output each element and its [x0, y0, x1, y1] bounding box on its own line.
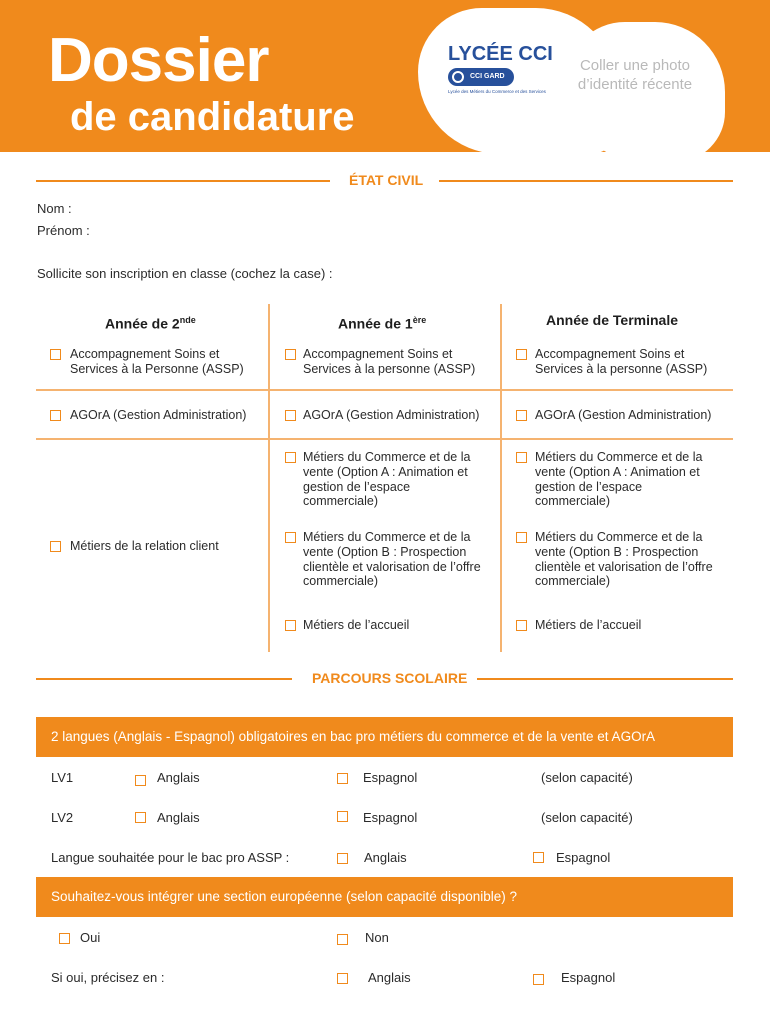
assp-anglais-label: Anglais	[364, 850, 407, 865]
checkbox-2nde-relation-client[interactable]	[50, 541, 61, 552]
checkbox-lv1-espagnol[interactable]	[337, 773, 348, 784]
checkbox-term-assp[interactable]	[516, 349, 527, 360]
table-column-divider	[500, 304, 502, 652]
table-row-divider	[36, 389, 733, 391]
lv2-label: LV2	[51, 810, 74, 825]
checkbox-1ere-commerce-b[interactable]	[285, 532, 296, 543]
column-head-premiere	[338, 311, 426, 333]
section-divider-right	[477, 678, 733, 680]
school-logo-tagline: Lycée des Métiers du Commerce et des Services	[448, 89, 546, 94]
checkbox-2nde-assp[interactable]	[50, 349, 61, 360]
checkbox-2nde-agora[interactable]	[50, 410, 61, 421]
non-label: Non	[365, 930, 389, 945]
checkbox-assp-espagnol[interactable]	[533, 852, 544, 863]
oui-label: Oui	[80, 930, 101, 945]
prenom-field-label[interactable]: Prénom :	[37, 223, 90, 238]
section-title-parcours: PARCOURS SCOLAIRE	[312, 670, 468, 686]
lv1-label: LV1	[51, 770, 74, 785]
document-title-line1: Dossier	[48, 26, 269, 95]
checkbox-1ere-assp[interactable]	[285, 349, 296, 360]
checkbox-term-agora[interactable]	[516, 410, 527, 421]
option-1ere-commerce-b: Métiers du Commerce et de la vente (Option B : Prospection clientèle et valorisation de l’offre commerciale)	[303, 530, 481, 589]
option-term-accueil: Métiers de l’accueil	[535, 618, 642, 632]
section-divider-right	[439, 180, 733, 182]
checkbox-lv2-espagnol[interactable]	[337, 811, 348, 822]
section-divider-left	[36, 180, 330, 182]
header-banner	[0, 0, 770, 152]
column-head-text: Année de 2	[105, 315, 180, 332]
assp-language-label: Langue souhaitée pour le bac pro ASSP :	[51, 850, 290, 865]
option-term-assp: Accompagnement Soins et Services à la personne (ASSP)	[535, 347, 708, 376]
checkbox-term-accueil[interactable]	[516, 620, 527, 631]
european-anglais-label: Anglais	[368, 970, 411, 985]
lv2-anglais-label: Anglais	[157, 810, 200, 825]
option-term-commerce-a: Métiers du Commerce et de la vente (Option A : Animation et gestion de l’espace commerciale)	[535, 450, 703, 509]
option-2nde-relation-client: Métiers de la relation client	[70, 539, 219, 553]
checkbox-term-commerce-b[interactable]	[516, 532, 527, 543]
checkbox-1ere-commerce-a[interactable]	[285, 452, 296, 463]
option-1ere-agora: AGOrA (Gestion Administration)	[303, 408, 480, 422]
si-oui-label: Si oui, précisez en :	[51, 970, 165, 985]
lv2-capacity-note: (selon capacité)	[541, 810, 633, 825]
column-head-seconde	[105, 311, 196, 333]
section-title-etat-civil: ÉTAT CIVIL	[349, 172, 424, 188]
cci-logo-icon	[452, 71, 464, 83]
option-1ere-commerce-a: Métiers du Commerce et de la vente (Option A : Animation et gestion de l’espace commerciale)	[303, 450, 471, 509]
european-section-banner: Souhaitez-vous intégrer une section européenne (selon capacité disponible) ?	[36, 877, 733, 917]
lv1-capacity-note: (selon capacité)	[541, 770, 633, 785]
checkbox-lv1-anglais[interactable]	[135, 775, 146, 786]
photo-instruction: Coller une photo d’identité récente	[577, 57, 693, 93]
checkbox-european-non[interactable]	[337, 934, 348, 945]
checkbox-term-commerce-a[interactable]	[516, 452, 527, 463]
option-2nde-assp: Accompagnement Soins et Services à la Personne (ASSP)	[70, 347, 244, 376]
logo-badge-text: CCI GARD	[470, 73, 505, 80]
lv2-espagnol-label: Espagnol	[363, 810, 418, 825]
checkbox-lv2-anglais[interactable]	[135, 812, 146, 823]
checkbox-european-oui[interactable]	[59, 933, 70, 944]
option-2nde-agora: AGOrA (Gestion Administration)	[70, 408, 247, 422]
option-1ere-assp: Accompagnement Soins et Services à la personne (ASSP)	[303, 347, 476, 376]
column-head-terminale: Année de Terminale	[546, 312, 679, 328]
school-logo-name: LYCÉE CCI	[448, 43, 553, 65]
lv1-anglais-label: Anglais	[157, 770, 200, 785]
table-row-divider	[36, 438, 733, 440]
assp-espagnol-label: Espagnol	[556, 850, 611, 865]
european-espagnol-label: Espagnol	[561, 970, 616, 985]
languages-requirement-banner: 2 langues (Anglais - Espagnol) obligatoires en bac pro métiers du commerce et de la vente et AGOrA	[36, 717, 733, 757]
column-head-sup: ère	[412, 315, 427, 325]
school-logo-badge	[448, 68, 514, 86]
checkbox-1ere-accueil[interactable]	[285, 620, 296, 631]
column-head-sup: nde	[179, 315, 196, 325]
checkbox-european-espagnol[interactable]	[533, 974, 544, 985]
option-term-commerce-b: Métiers du Commerce et de la vente (Option B : Prospection clientèle et valorisation de l’offre commerciale)	[535, 530, 713, 589]
checkbox-european-anglais[interactable]	[337, 973, 348, 984]
option-1ere-accueil: Métiers de l’accueil	[303, 618, 410, 632]
checkbox-assp-anglais[interactable]	[337, 853, 348, 864]
column-head-text: Année de 1	[338, 315, 413, 332]
table-column-divider	[268, 304, 270, 652]
option-term-agora: AGOrA (Gestion Administration)	[535, 408, 712, 422]
checkbox-1ere-agora[interactable]	[285, 410, 296, 421]
section-divider-left	[36, 678, 292, 680]
lv1-espagnol-label: Espagnol	[363, 770, 418, 785]
nom-field-label[interactable]: Nom :	[37, 201, 72, 216]
document-title-line2: de candidature	[70, 95, 355, 139]
inscription-prompt: Sollicite son inscription en classe (cochez la case) :	[37, 266, 333, 281]
